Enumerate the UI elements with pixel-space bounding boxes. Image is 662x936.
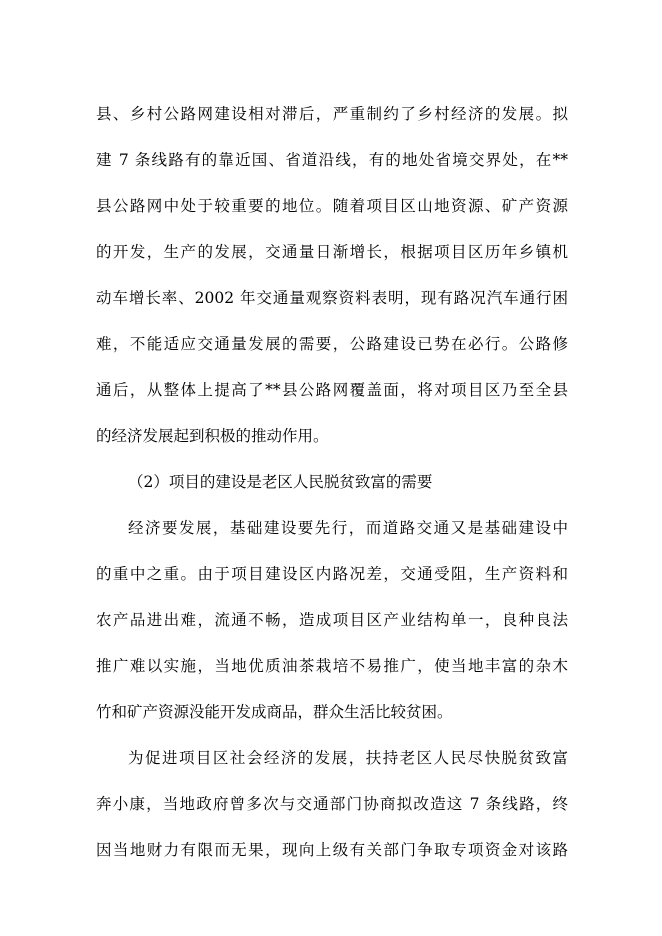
text-line-11: 的重中之重。由于项目建设区内路况差，交通受阻，生产资料和 — [96, 565, 568, 583]
text-line-16: 奔小康，当地政府曾多次与交通部门协商拟改造这 7 条线路，终 — [96, 795, 568, 813]
text-line-1: 县、乡村公路网建设相对滞后，严重制约了乡村经济的发展。拟 — [96, 105, 568, 123]
text-line-12: 农产品进出难，流通不畅，造成项目区产业结构单一，良种良法 — [96, 611, 568, 629]
text-line-5: 动车增长率、2002 年交通量观察资料表明，现有路况汽车通行困 — [96, 289, 568, 307]
text-line-2: 建 7 条线路有的靠近国、省道沿线，有的地处省境交界处，在** — [96, 151, 568, 169]
text-line-6: 难，不能适应交通量发展的需要，公路建设已势在必行。公路修 — [96, 335, 568, 353]
text-line-15: 为促进项目区社会经济的发展，扶持老区人民尽快脱贫致富 — [128, 749, 568, 767]
text-line-10: 经济要发展，基础建设要先行，而道路交通又是基础建设中 — [128, 519, 568, 537]
text-line-4: 的开发，生产的发展，交通量日渐增长，根据项目区历年乡镇机 — [96, 243, 568, 261]
text-line-17: 因当地财力有限而无果，现向上级有关部门争取专项资金对该路 — [96, 841, 568, 859]
section-heading: （2）项目的建设是老区人民脱贫致富的需要 — [128, 473, 433, 491]
text-line-8: 的经济发展起到积极的推动作用。 — [96, 427, 329, 445]
text-line-13: 推广难以实施，当地优质油茶栽培不易推广，使当地丰富的杂木 — [96, 657, 568, 675]
text-line-3: 县公路网中处于较重要的地位。随着项目区山地资源、矿产资源 — [96, 197, 568, 215]
text-line-14: 竹和矿产资源没能开发成商品，群众生活比较贫困。 — [96, 703, 453, 721]
text-line-7: 通后，从整体上提高了**县公路网覆盖面，将对项目区乃至全县 — [96, 381, 568, 399]
